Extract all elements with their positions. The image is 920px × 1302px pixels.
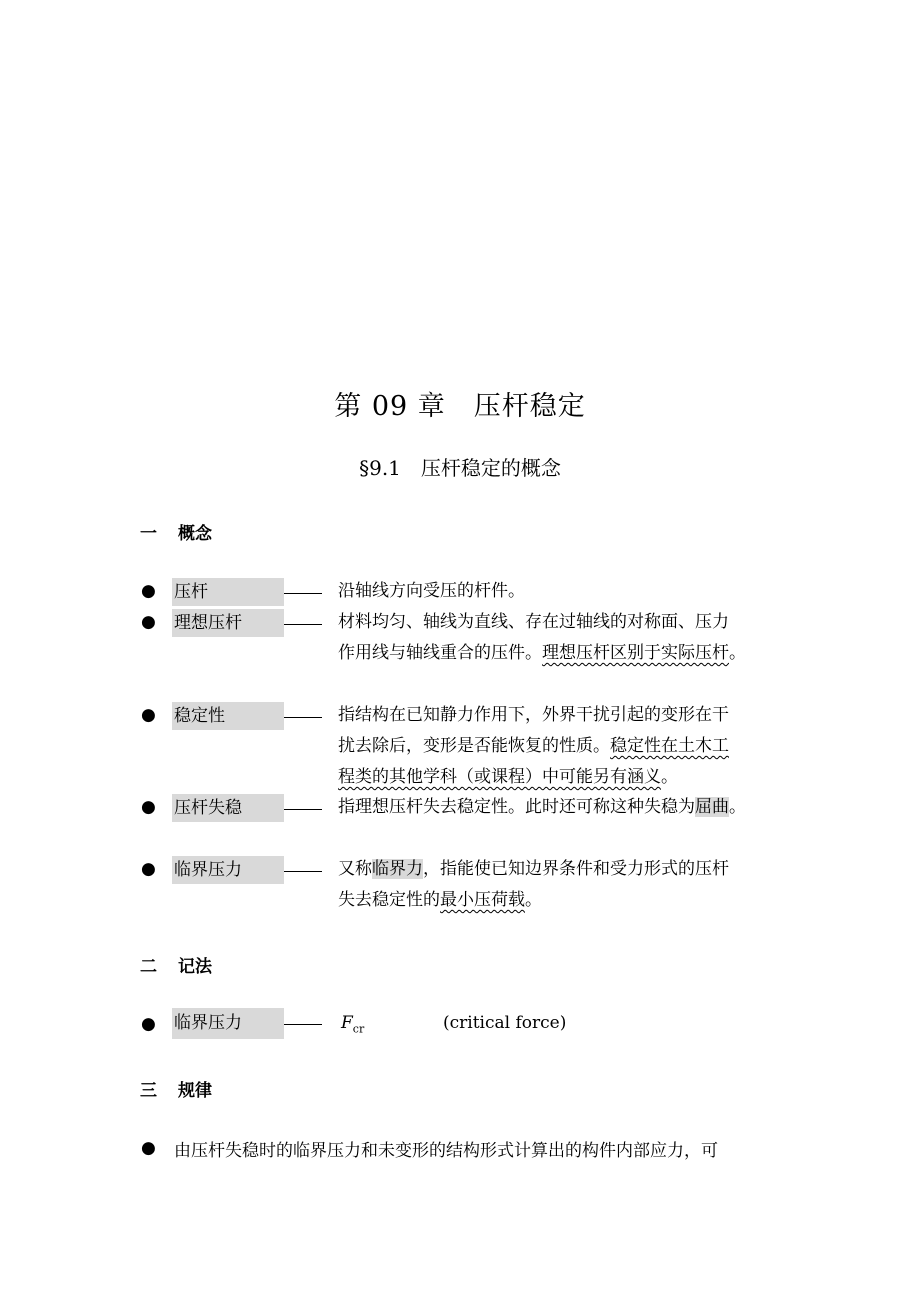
definition-line: 程类的其他学科（或课程）中可能另有涵义。: [338, 767, 678, 787]
dash-separator: [284, 717, 322, 718]
definition-line: 指结构在已知静力作用下，外界干扰引起的变形在干: [338, 705, 729, 725]
bullet-icon: ●: [141, 1014, 156, 1034]
bullet-icon: ●: [141, 705, 156, 725]
bullet-icon: ●: [141, 612, 156, 632]
definition-line: 扰去除后，变形是否能恢复的性质。稳定性在土木工: [338, 736, 729, 756]
emphasis-text: 稳定性在土木工: [610, 736, 729, 756]
dash-separator: [284, 624, 322, 625]
section-number: 二: [140, 957, 157, 977]
definition-text: [338, 607, 746, 669]
definition-line: 材料均匀、轴线为直线、存在过轴线的对称面、压力: [338, 612, 729, 632]
definition-line: 失去稳定性的最小压荷载。: [338, 890, 542, 910]
dash-separator: [284, 871, 322, 872]
bullet-icon: ●: [141, 581, 156, 601]
english-term: (critical force): [443, 1013, 567, 1033]
definition-line: 沿轴线方向受压的杆件。: [338, 581, 525, 601]
highlight-text: 临界力: [372, 859, 423, 879]
definition-text: [338, 576, 525, 607]
section-title: §9.1 压杆稳定的概念: [359, 456, 561, 480]
chapter-title: 第 09 章 压杆稳定: [334, 391, 586, 422]
term-label: 压杆: [172, 578, 284, 606]
emphasis-text: 理想压杆区别于实际压杆: [542, 643, 729, 663]
section-label: 记法: [178, 957, 212, 977]
section-label: 规律: [178, 1081, 212, 1101]
section-number: 一: [140, 524, 157, 544]
rule-text: 由压杆失稳时的临界压力和未变形的结构形式计算出的构件内部应力，可: [174, 1141, 718, 1161]
term-label: 临界压力: [172, 856, 284, 884]
emphasis-text: 最小压荷载: [440, 890, 525, 910]
highlight-text: 屈曲: [695, 797, 729, 817]
definition-line: 作用线与轴线重合的压件。理想压杆区别于实际压杆。: [338, 643, 746, 663]
dash-separator: [284, 1024, 322, 1025]
section-label: 概念: [178, 524, 212, 544]
section-heading-rules: [140, 1076, 212, 1101]
term-label: 稳定性: [172, 702, 284, 730]
dash-separator: [284, 809, 322, 810]
term-label: 理想压杆: [172, 609, 284, 637]
definition-line: 又称临界力，指能使已知边界条件和受力形式的压杆: [338, 859, 729, 879]
bullet-icon: ●: [141, 797, 156, 817]
dash-separator: [284, 593, 322, 594]
definition-text: [338, 854, 729, 916]
section-heading-concept: [140, 519, 212, 544]
section-number: 三: [140, 1081, 157, 1101]
symbol-f-cr: $F_{cr}$: [341, 1013, 365, 1036]
term-label: 压杆失稳: [172, 794, 284, 822]
definition-text: [338, 700, 729, 793]
definition-text: 指理想压杆失去稳定性。此时还可称这种失稳为屈曲。: [338, 797, 746, 817]
bullet-icon: ●: [141, 1138, 156, 1158]
term-label: 临界压力: [172, 1008, 284, 1039]
section-heading-notation: [140, 952, 212, 977]
bullet-icon: ●: [141, 859, 156, 879]
emphasis-text: 程类的其他学科（或课程）中可能另有涵义: [338, 767, 661, 787]
